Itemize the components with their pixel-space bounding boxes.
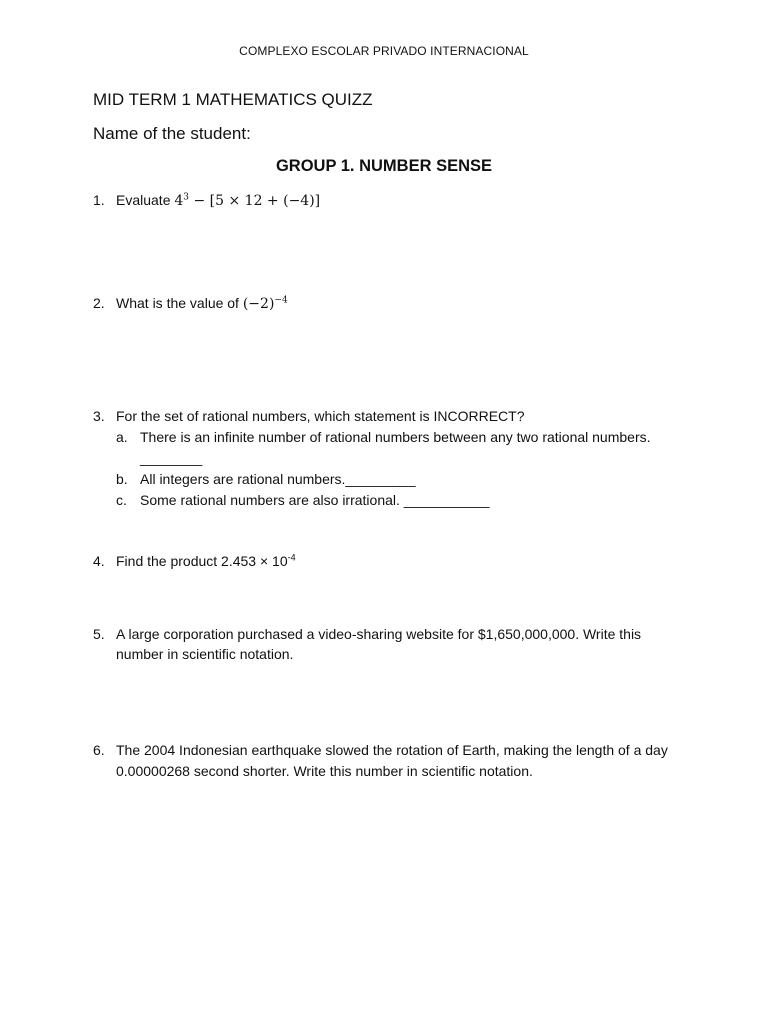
expr-base: 4 bbox=[174, 193, 184, 209]
student-name-label: Name of the student: bbox=[93, 124, 251, 143]
option-a bbox=[116, 427, 683, 469]
expr-exponent: −4 bbox=[274, 295, 288, 306]
question-text: Find the product 2.453 × 10 bbox=[116, 553, 288, 569]
question-text: What is the value of bbox=[116, 295, 239, 311]
option-letter: b. bbox=[116, 471, 128, 487]
question-2 bbox=[93, 293, 683, 314]
question-number: 4. bbox=[93, 553, 105, 569]
question-text: Evaluate bbox=[116, 192, 171, 208]
question-number: 2. bbox=[93, 295, 105, 311]
question-3 bbox=[93, 406, 683, 511]
option-c bbox=[116, 490, 683, 511]
expr-exponent: 3 bbox=[183, 192, 190, 203]
exponent: -4 bbox=[287, 552, 296, 563]
option-text: There is an infinite number of rational numbers between any two rational numbers. ________ bbox=[140, 429, 651, 466]
option-letter: a. bbox=[116, 429, 128, 445]
question-number: 3. bbox=[93, 408, 105, 424]
question-text: A large corporation purchased a video-sharing website for $1,650,000,000. Write this number in scientific notation. bbox=[116, 626, 642, 662]
quiz-title: MID TERM 1 MATHEMATICS QUIZZ bbox=[93, 90, 373, 109]
question-number: 5. bbox=[93, 626, 105, 642]
question-number: 1. bbox=[93, 192, 105, 208]
question-1 bbox=[93, 190, 683, 211]
option-b bbox=[116, 469, 683, 490]
option-text: Some rational numbers are also irrational. ___________ bbox=[140, 492, 490, 508]
question-text: The 2004 Indonesian earthquake slowed the rotation of Earth, making the length of a day 0.00000268 second shorter. Write this number in scientific notation. bbox=[116, 742, 668, 779]
question-number: 6. bbox=[93, 742, 105, 758]
question-text: For the set of rational numbers, which statement is INCORRECT? bbox=[116, 408, 525, 424]
expr-base: (−2) bbox=[242, 296, 275, 312]
option-text: All integers are rational numbers._________ bbox=[140, 471, 416, 487]
expr-rest: − [5 × 12 + (−4)] bbox=[189, 193, 321, 209]
group-title: GROUP 1. NUMBER SENSE bbox=[275, 157, 493, 175]
question-4 bbox=[93, 551, 683, 571]
option-letter: c. bbox=[116, 492, 127, 508]
math-expression bbox=[243, 296, 288, 312]
math-expression bbox=[174, 193, 320, 209]
school-header: COMPLEXO ESCOLAR PRIVADO INTERNACIONAL bbox=[239, 44, 529, 58]
question-6 bbox=[93, 740, 683, 782]
question-5 bbox=[93, 624, 683, 664]
